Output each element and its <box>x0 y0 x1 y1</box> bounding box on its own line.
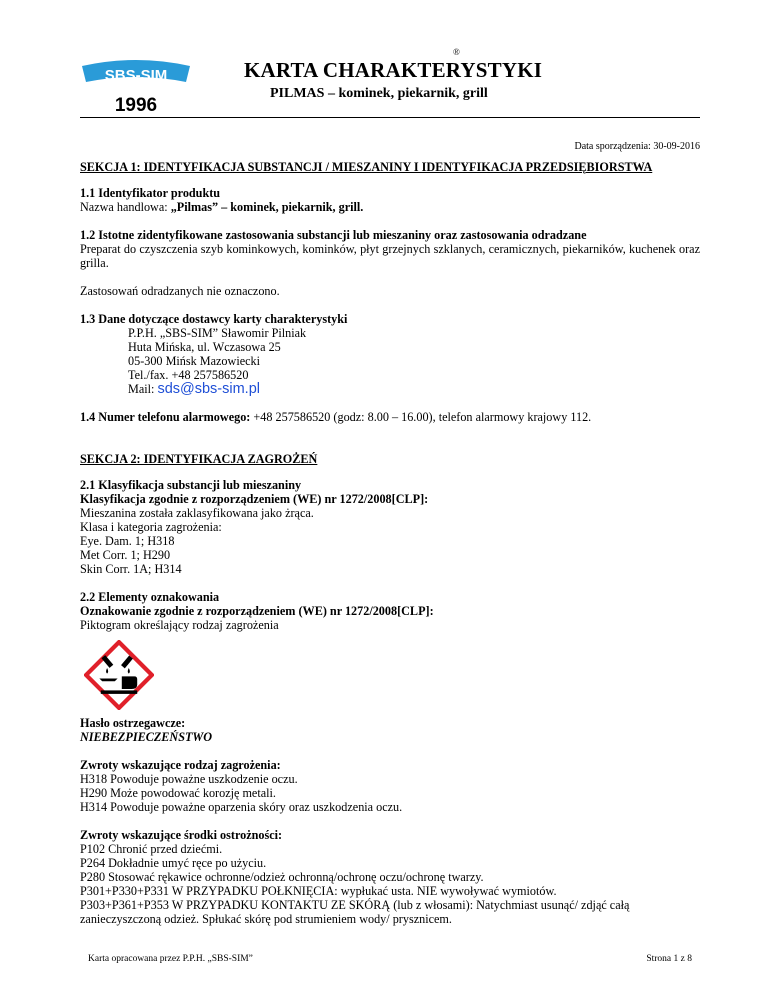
page-number: Strona 1 z 8 <box>646 954 692 964</box>
s14-line <box>80 410 700 424</box>
s21-heading: 2.1 Klasyfikacja substancji lub mieszaniny <box>80 478 302 492</box>
s14-text: +48 257586520 (godz: 8.00 – 16.00), telefon alarmowy krajowy 112. <box>250 410 592 424</box>
signal-word: NIEBEZPIECZEŃSTWO <box>80 730 213 744</box>
registered-mark: ® <box>453 47 460 57</box>
section2-title: SEKCJA 2: IDENTYFIKACJA ZAGROŻEŃ <box>80 452 318 466</box>
supplier-address1: Huta Mińska, ul. Wczasowa 25 <box>128 340 281 354</box>
s22-subheading: Oznakowanie zgodnie z rozporządzeniem (WE) nr 1272/2008[CLP]: <box>80 604 434 618</box>
supplier-mail-line <box>128 382 700 396</box>
document-body <box>80 160 700 926</box>
s22-heading: 2.2 Elementy oznakowania <box>80 590 220 604</box>
precaution-line: P301+P330+P331 W PRZYPADKU POŁKNIĘCIA: wypłukać usta. NIE wywoływać wymiotów. <box>80 884 557 898</box>
s21-line: Eye. Dam. 1; H318 <box>80 534 175 548</box>
supplier-name: P.P.H. „SBS-SIM” Sławomir Pilniak <box>128 326 307 340</box>
precaution-line: P264 Dokładnie umyć ręce po użyciu. <box>80 856 267 870</box>
precaution-heading: Zwroty wskazujące środki ostrożności: <box>80 828 283 842</box>
s13-heading: 1.3 Dane dotyczące dostawcy karty charakterystyki <box>80 312 348 326</box>
hazard-heading: Zwroty wskazujące rodzaj zagrożenia: <box>80 758 281 772</box>
precaution-line: P102 Chronić przed dziećmi. <box>80 842 223 856</box>
signal-heading: Hasło ostrzegawcze: <box>80 716 186 730</box>
header-divider <box>80 117 700 118</box>
s12-heading: 1.2 Istotne zidentyfikowane zastosowania substancji lub mieszaniny oraz zastosowania odradzane <box>80 228 587 242</box>
hazard-line: H318 Powoduje poważne uszkodzenie oczu. <box>80 772 298 786</box>
page-footer <box>88 952 692 966</box>
mail-label: Mail: <box>128 382 158 396</box>
precaution-line: P303+P361+P353 W PRZYPADKU KONTAKTU ZE SKÓRĄ (lub z włosami): Natychmiast usunąć/ zdjąć całą zanieczyszczoną odzież. Spłukać skórę pod strumieniem wody/ prysznicem. <box>80 898 630 926</box>
document-subtitle: PILMAS – kominek, piekarnik, grill <box>270 86 488 101</box>
logo-text: SBS-SIM <box>104 67 168 84</box>
trade-name-label: Nazwa handlowa: <box>80 200 171 214</box>
hazard-line: H314 Powoduje poważne oparzenia skóry oraz uszkodzenia oczu. <box>80 800 403 814</box>
s21-subheading: Klasyfikacja zgodnie z rozporządzeniem (WE) nr 1272/2008[CLP]: <box>80 492 429 506</box>
pictogram-label: Piktogram określający rodzaj zagrożenia <box>80 618 279 632</box>
corrosion-pictogram-icon <box>84 640 154 710</box>
company-logo <box>76 58 196 118</box>
hazard-line: H290 Może powodować korozję metali. <box>80 786 276 800</box>
precaution-line: P280 Stosować rękawice ochronne/odzież ochronną/ochronę oczu/ochronę twarzy. <box>80 870 484 884</box>
s14-heading: 1.4 Numer telefonu alarmowego: <box>80 410 251 424</box>
s21-line: Klasa i kategoria zagrożenia: <box>80 520 222 534</box>
s12-note: Zastosowań odradzanych nie oznaczono. <box>80 284 280 298</box>
supplier-address2: 05-300 Mińsk Mazowiecki <box>128 354 261 368</box>
document-title: KARTA CHARAKTERYSTYKI <box>244 58 543 82</box>
s21-line: Met Corr. 1; H290 <box>80 548 171 562</box>
s21-line: Mieszanina została zaklasyfikowana jako żrąca. <box>80 506 314 520</box>
s12-text: Preparat do czyszczenia szyb kominkowych, kominków, płyt grzejnych szklanych, ceramicznych, piekarników, kuchenek oraz grilla. <box>80 242 700 270</box>
s11-line <box>80 200 700 214</box>
logo-year: 1996 <box>114 95 158 116</box>
supplier-block <box>80 326 700 396</box>
footer-left: Karta opracowana przez P.P.H. „SBS-SIM” <box>88 954 253 964</box>
email-link[interactable]: sds@sbs-sim.pl <box>157 381 260 397</box>
preparation-date: Data sporządzenia: 30-09-2016 <box>574 141 700 152</box>
s11-heading: 1.1 Identyfikator produktu <box>80 186 221 200</box>
supplier-phone: Tel./fax. +48 257586520 <box>128 368 249 382</box>
s21-line: Skin Corr. 1A; H314 <box>80 562 182 576</box>
section1-title: SEKCJA 1: IDENTYFIKACJA SUBSTANCJI / MIESZANINY I IDENTYFIKACJA PRZEDSIĘBIORSTWA <box>80 160 653 174</box>
trade-name: „Pilmas” – kominek, piekarnik, grill. <box>170 200 364 214</box>
